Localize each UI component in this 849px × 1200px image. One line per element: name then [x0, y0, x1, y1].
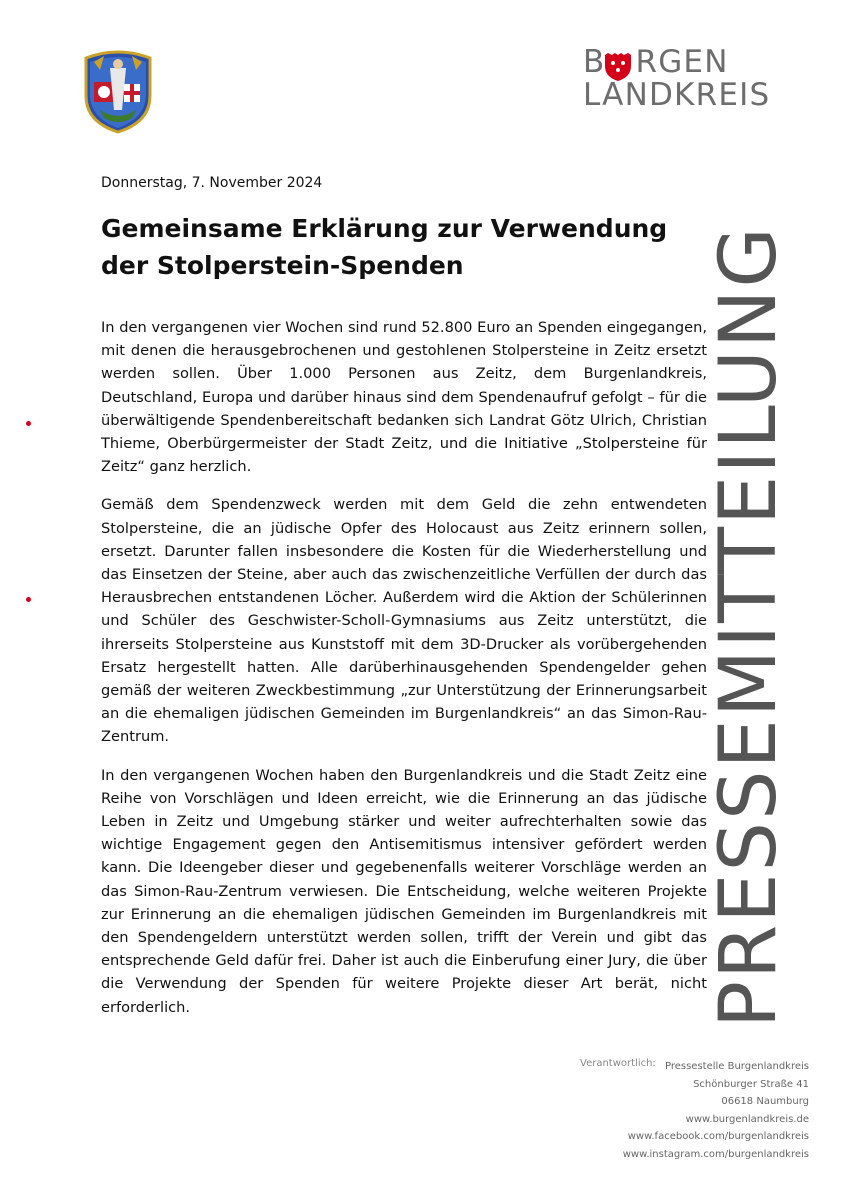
- paragraph: Gemäß dem Spendenzweck werden mit dem Geld die zehn entwendeten Stolpersteine, die an jüdische Opfer des Holocaust aus Zeitz erinnern sollen, ersetzt. Darunter fallen insbesondere die Kosten für die Wiederherstellung und das Einsetzen der Steine, aber auch das zwischenzeitliche Verfüllen der durch das Herausbrechen entstandenen Löcher. Außerdem wird die Aktion der Schülerinnen und Schüler des Geschwister-Scholl-Gymnasiums aus Zeitz unterstützt, die ihrerseits Stolpersteine aus Kunststoff mit dem 3D-Drucker als vorübergehenden Ersatz hergestellt hatten. Alle darüberhinausgehenden Spendengelder gehen gemäß der weiteren Zweckbestimmung „zur Unterstützung der Erinnerungsarbeit an die ehemaligen jüdischen Gemeinden im Burgenlandkreis“ an das Simon-Rau-Zentrum.: [101, 496, 707, 746]
- footer-link-facebook[interactable]: www.facebook.com/burgenlandkreis: [627, 1131, 809, 1142]
- footer-line-city: 06618 Naumburg: [721, 1096, 809, 1107]
- footer-contact: [623, 1058, 809, 1163]
- brand-line-1-rest: RGEN: [635, 44, 729, 80]
- coat-of-arms-icon: [80, 48, 156, 134]
- margin-marker-dot: [26, 421, 31, 426]
- footer-responsible-label: Verantwortlich:: [580, 1058, 656, 1069]
- footer-link-instagram[interactable]: www.instagram.com/burgenlandkreis: [622, 1148, 809, 1160]
- headline: Gemeinsame Erklärung zur Verwendung der Stolperstein-Spenden: [101, 214, 668, 280]
- paragraph: In den vergangenen vier Wochen sind rund 52.800 Euro an Spenden eingegangen, mit denen die herausgebrochenen und gestohlenen Stolpersteine in Zeitz ersetzt werden sollen. Über 1.000 Personen aus Zeitz, dem Burgenlandkreis, Deutschland, Europa und darüber hinaus sind dem Spendenaufruf gefolgt – für die überwältigende Spendenbereitschaft bedanken sich Landrat Götz Ulrich, Christian Thieme, Oberbürgermeister der Stadt Zeitz, und die Initiative „Stolpersteine für Zeitz“ ganz herzlich.: [101, 319, 707, 476]
- burgenlandkreis-logo: [583, 44, 771, 114]
- paragraph: In den vergangenen Wochen haben den Burgenlandkreis und die Stadt Zeitz eine Reihe von Vorschlägen und Ideen erreicht, wie die Erinnerung an das jüdische Leben in Zeitz und Umgebung stärker und weiter aufrechterhalten sowie das wichtige Engagement gegen den Antisemitismus intensiver gefördert werden kann. Die Ideengeber dieser und gegebenenfalls weiterer Vorschläge werden an das Simon-Rau-Zentrum verwiesen. Die Entscheidung, welche weiteren Projekte zur Erinnerung an die ehemaligen jüdischen Gemeinden im Burgenlandkreis mit den Spendengeldern unterstützt werden sollen, trifft der Verein und gibt das entsprechende Geld dafür frei. Daher ist auch die Einberufung einer Jury, die über die Verwendung der Spenden für weitere Projekte dieser Art berät, nicht erforderlich.: [101, 766, 707, 1016]
- press-body: [101, 316, 707, 1034]
- footer-line-street: Schönburger Straße 41: [693, 1078, 809, 1090]
- side-label-pressemitteilung: PRESSEMITTEILUNG: [704, 225, 794, 1028]
- footer-link-website[interactable]: www.burgenlandkreis.de: [685, 1113, 809, 1125]
- brand-letter-b: B: [583, 44, 606, 80]
- brand-line-2: LANDKREIS: [583, 77, 771, 113]
- press-date: Donnerstag, 7. November 2024: [101, 175, 323, 191]
- margin-marker-dot: [26, 597, 31, 602]
- footer-line-office: Pressestelle Burgenlandkreis: [664, 1061, 809, 1072]
